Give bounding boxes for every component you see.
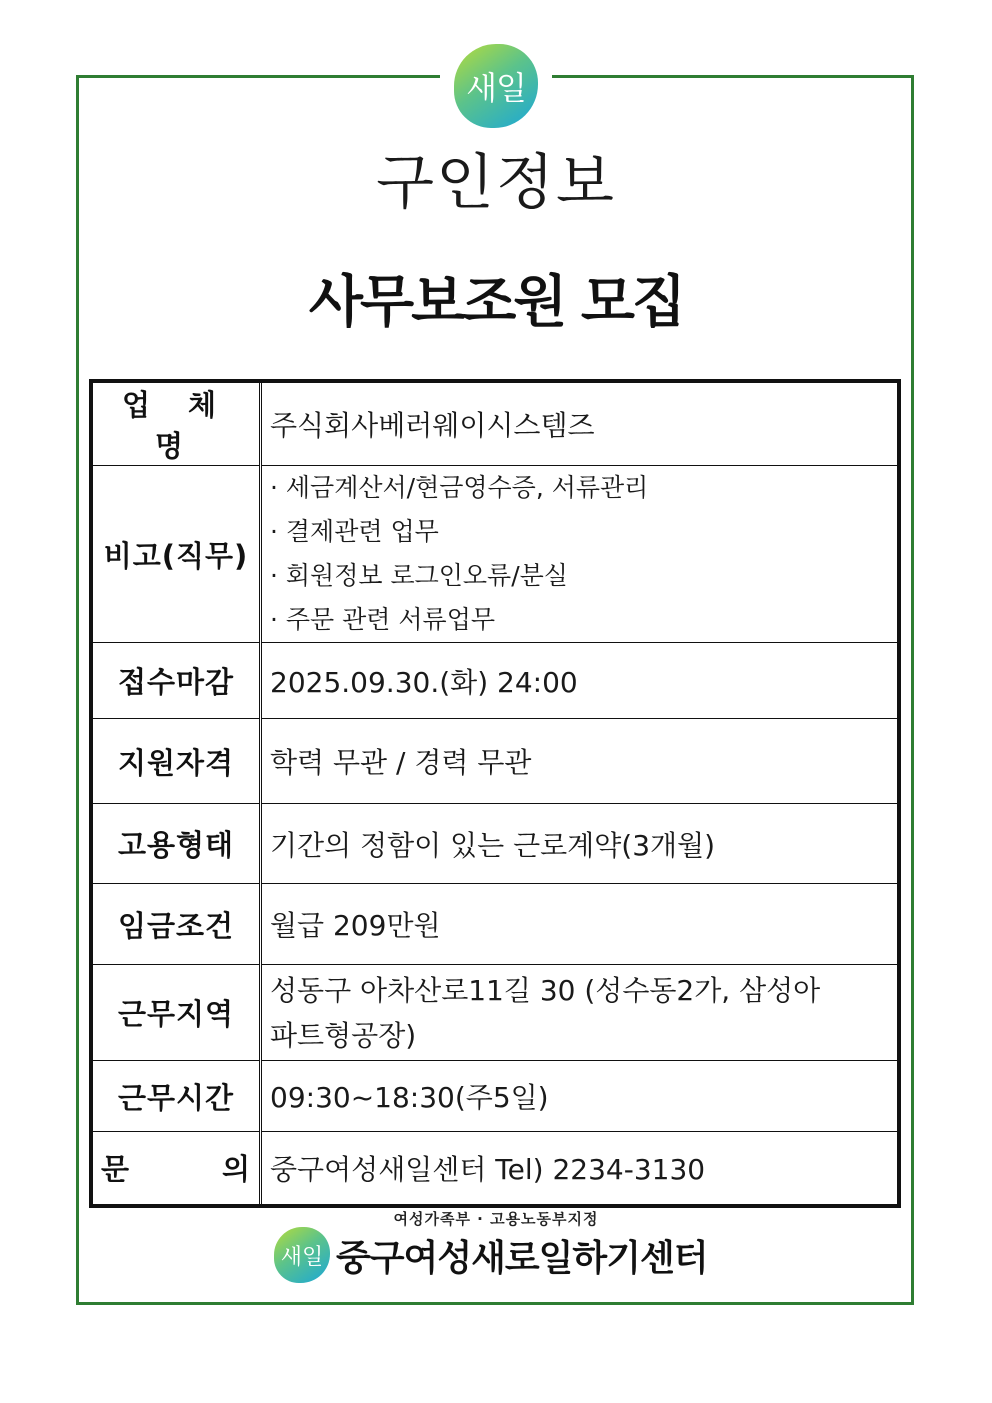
job-info-table: [89, 379, 901, 1208]
duty-item: · 주문 관련 서류업무: [270, 605, 495, 634]
row-salary: [91, 884, 899, 965]
value-company: 주식회사베러웨이시스템즈: [261, 381, 900, 466]
ministry-designation: 여성가족부 · 고용노동부지정: [393, 1210, 599, 1228]
row-hours: [91, 1061, 899, 1132]
value-employment-type: 기간의 정함이 있는 근로계약(3개월): [261, 804, 900, 884]
page-title: 구인정보: [376, 148, 616, 218]
row-location: [91, 965, 899, 1061]
row-employment-type: [91, 804, 899, 884]
value-duty: [261, 466, 900, 643]
job-title: 사무보조원 모집: [308, 270, 684, 335]
label-contact: 문 의: [91, 1132, 261, 1206]
value-contact: 중구여성새일센터 Tel) 2234-3130: [261, 1132, 900, 1206]
label-salary: 임금조건: [91, 884, 261, 965]
label-qualification: 지원자격: [91, 719, 261, 804]
label-duty: 비고(직무): [91, 466, 261, 643]
row-deadline: [91, 643, 899, 719]
label-company: 업 체 명: [91, 381, 261, 466]
saeil-logo-icon: 새일: [454, 44, 538, 128]
saeil-logo-icon-small: 새일: [274, 1227, 330, 1283]
value-salary: 월급 209만원: [261, 884, 900, 965]
center-name: 중구여성새로일하기센터: [336, 1237, 708, 1279]
label-hours: 근무시간: [91, 1061, 261, 1132]
duty-item: · 회원정보 로그인오류/분실: [270, 561, 568, 590]
saeil-logo-top: [440, 44, 552, 128]
row-company: [91, 381, 899, 466]
row-contact: [91, 1132, 899, 1206]
label-employment-type: 고용형태: [91, 804, 261, 884]
value-qualification: 학력 무관 / 경력 무관: [261, 719, 900, 804]
value-hours: 09:30~18:30(주5일): [261, 1061, 900, 1132]
row-duty: [91, 466, 899, 643]
location-line: 파트형공장): [270, 1018, 417, 1052]
duty-item: · 세금계산서/현금영수증, 서류관리: [270, 473, 649, 502]
label-location: 근무지역: [91, 965, 261, 1061]
value-deadline: 2025.09.30.(화) 24:00: [261, 643, 900, 719]
center-logo: [274, 1225, 708, 1285]
location-line: 성동구 아차산로11길 30 (성수동2가, 삼성아: [270, 973, 821, 1007]
label-deadline: 접수마감: [91, 643, 261, 719]
duty-item: · 결제관련 업무: [270, 517, 439, 546]
value-location: [261, 965, 900, 1061]
row-qualification: [91, 719, 899, 804]
